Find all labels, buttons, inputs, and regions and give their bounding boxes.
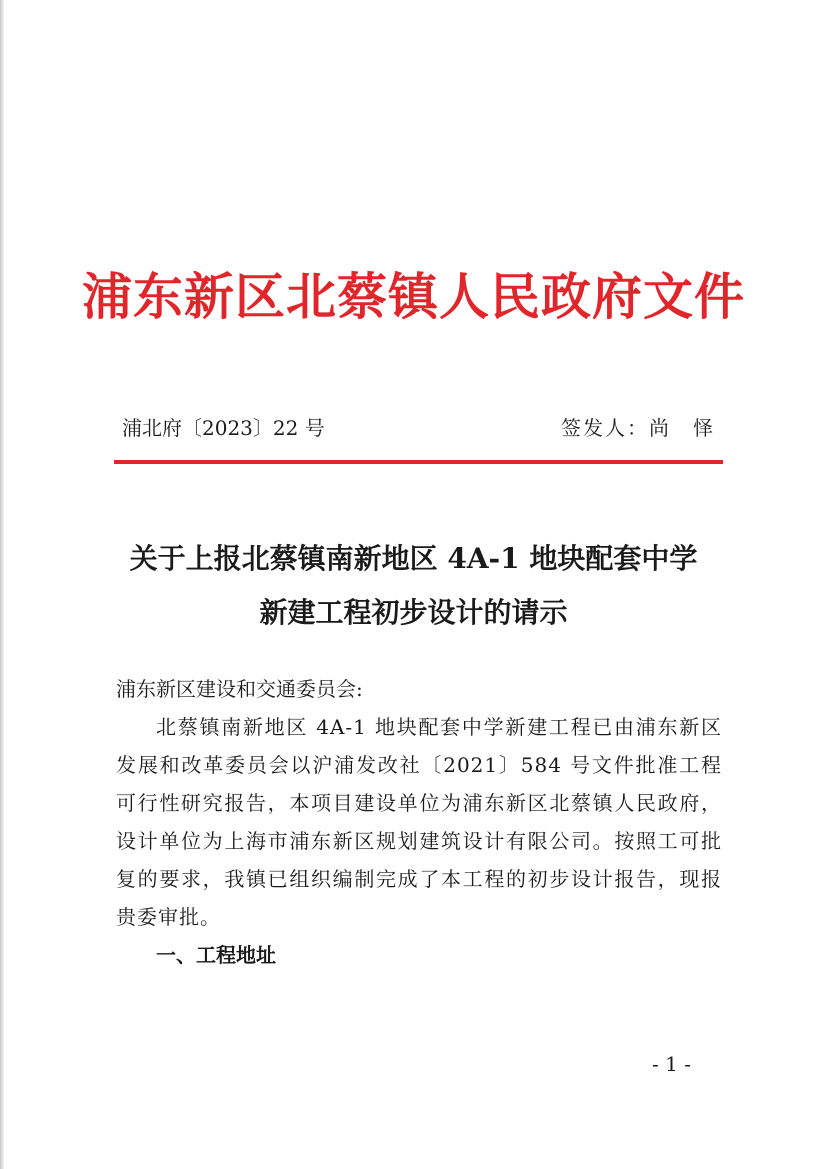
red-divider [114, 460, 723, 464]
document-body [116, 670, 722, 974]
body-paragraph: 北蔡镇南新地区 4A-1 地块配套中学新建工程已由浦东新区发展和改革委员会以沪浦发改社〔2021〕584 号文件批准工程可行性研究报告，本项目建设单位为浦东新区北蔡镇人民政府，设计单位为上海市浦东新区规划建筑设计有限公司。按照工可批复的要求，我镇已组织编制完成了本工程的初步设计报告，现报贵委审批。 [116, 715, 722, 929]
document-title [0, 532, 827, 640]
title-line-2: 新建工程初步设计的请示 [259, 596, 568, 629]
recipient: 浦东新区建设和交通委员会: [116, 677, 363, 701]
section-heading: 一、工程地址 [156, 943, 276, 967]
issuer-header: 浦东新区北蔡镇人民政府文件 [82, 267, 745, 326]
page-number: - 1 - [652, 1052, 691, 1076]
signer: 签发人：尚 怿 [561, 416, 715, 440]
title-line-1: 关于上报北蔡镇南新地区 4A-1 地块配套中学 [129, 542, 698, 575]
document-number: 浦北府〔2023〕22 号 [122, 416, 325, 440]
